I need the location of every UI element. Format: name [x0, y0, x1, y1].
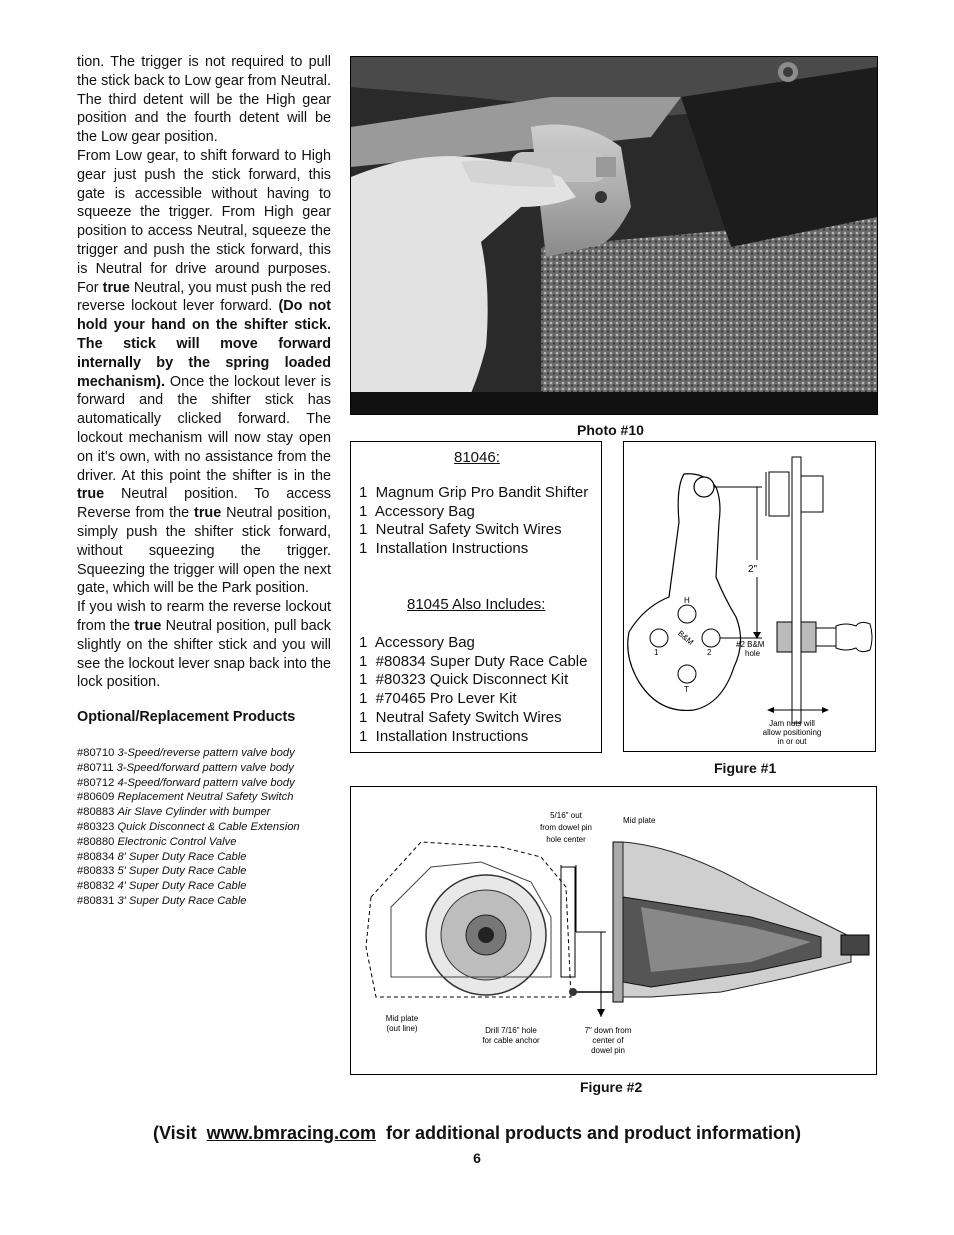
optional-products-list [77, 746, 339, 909]
bm-logo: B&M [676, 628, 696, 647]
product-number: #80609 [77, 791, 115, 804]
product-number: #80880 [77, 835, 115, 848]
jam-note-1: Jam nuts will [769, 719, 815, 728]
product-item [77, 850, 339, 865]
kit-item: 1 #80834 Super Duty Race Cable [359, 652, 588, 670]
jam-nut-left [777, 622, 792, 652]
fig2-label-5c: dowel pin [591, 1046, 625, 1055]
jam-note-3: in or out [777, 737, 807, 746]
kit-81045-list [359, 634, 587, 746]
kit-81045-title: 81045 Also Includes: [407, 596, 546, 613]
hole-h-label: H [684, 596, 690, 605]
fig2-label-5a: 7" down from [584, 1026, 632, 1035]
product-item [77, 820, 339, 835]
kit-item: 1 #80323 Quick Disconnect Kit [359, 671, 569, 689]
product-description: 4' Super Duty Race Cable [117, 880, 247, 893]
kit-81046-title: 81046: [454, 449, 500, 466]
kit-item: 1 Neutral Safety Switch Wires [359, 521, 562, 539]
product-item [77, 894, 339, 909]
product-item [77, 864, 339, 879]
jam-note-2: allow positioning [762, 728, 822, 737]
kit-item: 1 Magnum Grip Pro Bandit Shifter [359, 484, 589, 501]
product-item [77, 776, 339, 791]
product-number: #80831 [77, 894, 115, 907]
hole-2 [702, 629, 720, 647]
product-description: Quick Disconnect & Cable Extension [117, 820, 300, 833]
kit-item: 1 Accessory Bag [359, 634, 475, 651]
jam-arrow-left [767, 707, 774, 713]
product-item [77, 746, 339, 761]
paragraph-2: From Low gear, to shift forward to High gear just push the stick forward, this gate is accessible without having to squeeze the trigger. From High gear position to access Neutral, squeeze the trigger and push the stick forward, this is Neutral for drive around purposes. For true Neutral, you must push the red reverse lockout lever forward. (Do not hold your hand on the shifter stick. The stick will move forward internally by the spring loaded mechanism). Once the lockout lever is forward and the shifter stick has automatically clicked forward. The lockout mechanism will now stay open on it’s own, with no assistance from the driver. At this point the shifter is in the true Neutral position. To access Reverse from the true Neutral position, simply push the shifter stick forward, without squeezing the trigger. Squeezing the trigger will open the next gate, which will be the Park position. [77, 147, 331, 597]
fig2-label-5b: center of [592, 1036, 624, 1045]
product-item [77, 835, 339, 850]
instructions-text [77, 53, 331, 692]
photo-caption: Photo #10 [577, 422, 644, 438]
lever-outline [628, 474, 741, 711]
mid-plate [613, 842, 623, 1002]
product-number: #80832 [77, 880, 115, 893]
hole-label-line-1: #2 B&M [736, 640, 765, 649]
fig2-label-2: Mid plate [623, 816, 656, 825]
hole-t [678, 665, 696, 683]
website-link[interactable]: www.bmracing.com [206, 1123, 377, 1143]
kit-item: 1 #70465 Pro Lever Kit [359, 690, 517, 708]
product-description: Replacement Neutral Safety Switch [117, 791, 294, 804]
paragraph-3: If you wish to rearm the reverse lockout from the true Neutral position, pull back slightly on the shifter stick and you will see the lockout lever snap back into the lock position. [77, 599, 331, 691]
product-item [77, 790, 339, 805]
dim-label: 2" [748, 564, 758, 575]
hole-h [678, 605, 696, 623]
transmission-drawing [351, 787, 878, 1076]
product-number: #80833 [77, 865, 115, 878]
product-description: Electronic Control Valve [117, 835, 237, 848]
kit-81046-list [359, 484, 588, 559]
output-shaft [841, 935, 869, 955]
figure-1-caption: Figure #1 [714, 760, 777, 776]
figure-1 [623, 441, 876, 752]
photo-10 [350, 56, 878, 415]
hole-1-label: 1 [654, 648, 659, 657]
fig2-label-1a: 5/16" out [550, 811, 582, 820]
product-number: #80712 [77, 776, 115, 789]
fig2-label-4b: for cable anchor [482, 1036, 540, 1045]
cable-knob [836, 622, 872, 651]
kit-item: 1 Neutral Safety Switch Wires [359, 708, 562, 726]
kit-contents-box [350, 441, 602, 753]
fig2-label-1c: hole center [546, 835, 586, 844]
jam-nut-right [801, 622, 816, 652]
paragraph-1: tion. The trigger is not required to pull the stick back to Low gear from Neutral. The third detent will be the High gear position and the fourth detent will be the Low gear position. [77, 54, 331, 146]
fig2-label-3a: Mid plate [385, 1014, 419, 1023]
pivot-hole [694, 477, 714, 497]
product-number: #80323 [77, 820, 115, 833]
figure-2-caption: Figure #2 [580, 1079, 643, 1095]
jam-arrow-right [822, 707, 829, 713]
product-number: #80711 [77, 761, 114, 774]
product-description: 5' Super Duty Race Cable [117, 865, 247, 878]
cable-anchor-hole [569, 988, 577, 996]
product-number: #80710 [77, 747, 115, 759]
optional-products-heading: Optional/Replacement Products [77, 709, 296, 725]
page-number: 6 [473, 1150, 481, 1166]
hole-t-label: T [684, 685, 689, 694]
hole-1 [650, 629, 668, 647]
product-description: 4-Speed/forward pattern valve body [117, 776, 295, 789]
bolt-nut [801, 476, 823, 512]
fig2-label-4a: Drill 7/16" hole [485, 1026, 537, 1035]
product-item [77, 879, 339, 894]
product-number: #80834 [77, 850, 115, 863]
product-description: 3' Super Duty Race Cable [117, 894, 247, 907]
product-description: 3-Speed/reverse pattern valve body [117, 747, 295, 759]
product-description: 8' Super Duty Race Cable [117, 850, 247, 863]
product-description: 3-Speed/forward pattern valve body [116, 761, 294, 774]
hole-label-line-2: hole [745, 649, 761, 658]
kit-item: 1 Installation Instructions [359, 727, 529, 745]
cable-end [816, 628, 836, 646]
bolt-head [769, 472, 789, 516]
drop-arrow [597, 1009, 605, 1017]
lever-drawing [624, 442, 877, 753]
kit-item: 1 Installation Instructions [359, 540, 529, 558]
fig2-label-3b: (out line) [386, 1024, 418, 1033]
hole-2-label: 2 [707, 648, 712, 657]
product-item [77, 761, 339, 776]
figure-2 [350, 786, 877, 1075]
website-footer: (Visit www.bmracing.com for additional products and product information) [152, 1123, 802, 1143]
shifter-arm [792, 457, 801, 723]
product-number: #80883 [77, 806, 115, 819]
kit-item: 1 Accessory Bag [359, 502, 475, 520]
converter-center [478, 927, 494, 943]
fig2-label-1b: from dowel pin [539, 823, 593, 832]
product-item [77, 805, 339, 820]
shifter-photo-image [351, 57, 877, 414]
product-description: Air Slave Cylinder with bumper [117, 806, 271, 819]
